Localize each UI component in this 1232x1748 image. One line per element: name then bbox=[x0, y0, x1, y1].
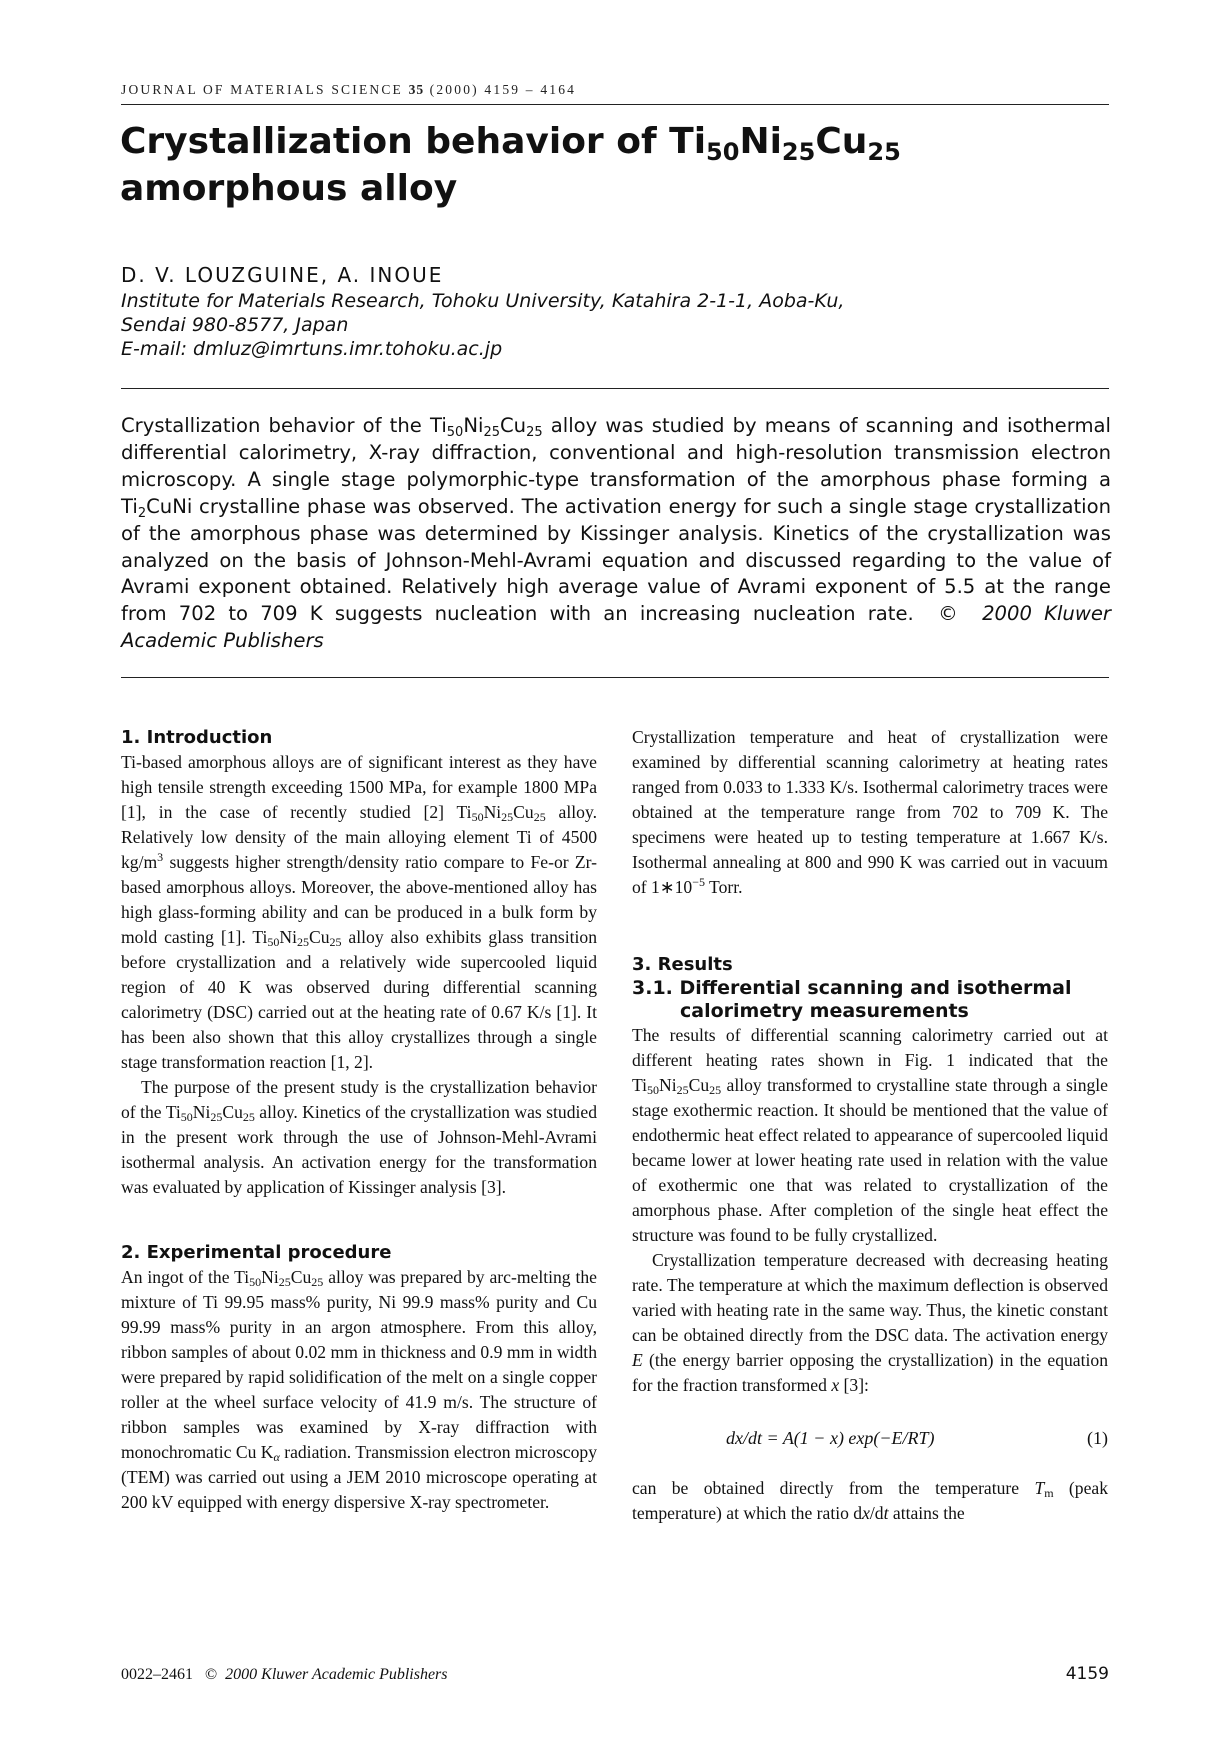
left-column bbox=[121, 725, 597, 1515]
abstract-top-rule bbox=[121, 388, 1109, 389]
copyright-symbol: © bbox=[938, 602, 958, 626]
abstract-bottom-rule bbox=[121, 677, 1109, 678]
section-heading-results: 3. Results bbox=[632, 954, 733, 975]
paper-title: Crystallization behavior of $Ti_{50}Ni_{25}Cu_{25}$ amorphous alloy bbox=[120, 121, 901, 209]
journal-header bbox=[121, 82, 576, 98]
copyright-symbol: © bbox=[205, 1666, 218, 1683]
paragraph: The results of differential scanning calorimetry carried out at different heating rates shown in Fig. 1 indicated that the $Ti_{50}Ni_{25}Cu_{25}$ alloy transformed to crystalline state through a single stage exothermic reaction. It should be mentioned that the value of endothermic heat effect related to appearance of supercooled liquid became lower at lower heating rate used in relation with the value of exothermic one that was related to crystallization of the amorphous phase. After completion of the single heat effect the structure was found to be fully crystallized. bbox=[632, 1025, 1108, 1245]
affiliation-line: Institute for Materials Research, Tohoku University, Katahira 2-1-1, Aoba-Ku, bbox=[121, 290, 845, 312]
page-number: 4159 bbox=[1065, 1664, 1109, 1684]
affiliation-line: Sendai 980-8577, Japan bbox=[121, 314, 349, 336]
abstract-publisher: 2000 Kluwer Academic Publishers bbox=[121, 602, 1111, 653]
abstract: Crystallization behavior of the $Ti_{50}Ni_{25}Cu_{25}$ alloy was studied by means of scanning and isothermal differential calorimetry, X-ray diffraction, conventional and high-resolution transmission electron microscopy. A single stage polymorphic-type transformation of the amorphous phase forming a $Ti_2CuNi$ crystalline phase was observed. The activation energy for such a single stage crystallization of the amorphous phase was determined by Kissinger analysis. Kinetics of the crystallization was analyzed on the basis of Johnson-Mehl-Avrami equation and discussed regarding to the value of Avrami exponent obtained. Relatively high average value of Avrami exponent of 5.5 at the range from 702 to 709 K suggests nucleation with an increasing nucleation rate. © 2000 Kluwer Academic Publishers bbox=[121, 414, 1111, 653]
equation-1 bbox=[632, 1414, 1108, 1462]
author-list: D. V. LOUZGUINE, A. INOUE bbox=[121, 263, 444, 287]
affiliation bbox=[121, 289, 844, 361]
right-column bbox=[632, 725, 1108, 1526]
journal-name: JOURNAL OF MATERIALS SCIENCE bbox=[121, 82, 403, 97]
equation-number: (1) bbox=[1087, 1428, 1108, 1448]
paragraph: Crystallization temperature and heat of crystallization were examined by differential scanning calorimetry at heating rates ranged from 0.033 to 1.333 K/s. Isothermal calorimetry traces were obtained at the temperature range from 702 to 709 K. The specimens were heated up to testing temperature at 1.667 K/s. Isothermal annealing at 800 and 990 K was carried out in vacuum of $1∗10^{-5}$ Torr. bbox=[632, 727, 1108, 897]
subsection-heading: 3.1. Differential scanning and isothermal calorimetry measurements bbox=[632, 977, 1072, 1022]
section-heading-experimental: 2. Experimental procedure bbox=[121, 1242, 392, 1263]
paragraph: An ingot of the $Ti_{50}Ni_{25}Cu_{25}$ alloy was prepared by arc-melting the mixture of Ti 99.95 mass% purity, Ni 99.9 mass% purity and Cu 99.99 mass% purity in an argon atmosphere. From this alloy, ribbon samples of about 0.02 mm in thickness and 0.9 mm in width were prepared by rapid solidification of the melt on a single copper roller at the wheel surface velocity of 41.9 m/s. The structure of ribbon samples was examined by X-ray diffraction with monochromatic Cu $K_\alpha$ radiation. Transmission electron microscopy (TEM) was carried out using a JEM 2010 microscope operating at 200 kV equipped with energy dispersive X-ray spectrometer. bbox=[121, 1267, 597, 1512]
footer-issn: 0022–2461 © 2000 Kluwer Academic Publishers bbox=[121, 1666, 448, 1683]
journal-volume: 35 bbox=[408, 82, 425, 97]
email-link[interactable]: E-mail: dmluz@imrtuns.imr.tohoku.ac.jp bbox=[121, 338, 503, 360]
journal-year-pages: (2000) 4159 – 4164 bbox=[429, 82, 577, 97]
paragraph: Crystallization temperature decreased with decreasing heating rate. The temperature at which the maximum deflection is observed varied with heating rate in the same way. Thus, the kinetic constant can be obtained directly from the DSC data. The activation energy E (the energy barrier opposing the crystallization) in the equation for the fraction transformed x [3]: bbox=[632, 1250, 1108, 1395]
header-rule bbox=[121, 104, 1109, 105]
section-heading-introduction: 1. Introduction bbox=[121, 727, 273, 748]
paragraph: The purpose of the present study is the crystallization behavior of the $Ti_{50}Ni_{25}Cu_{25}$ alloy. Kinetics of the crystallization was studied in the present work through the use of Johnson-Mehl-Avrami isothermal analysis. An activation energy for the transformation was evaluated by application of Kissinger analysis [3]. bbox=[121, 1077, 597, 1197]
equation-body: dx/dt = A(1 − x) exp(−E/RT) bbox=[726, 1428, 935, 1448]
paragraph: Ti-based amorphous alloys are of significant interest as they have high tensile strength exceeding 1500 MPa, for example 1800 MPa [1], in the case of recently studied [2] $Ti_{50}Ni_{25}Cu_{25}$ alloy. Relatively low density of the main alloying element Ti of 4500 $kg/m^3$ suggests higher strength/density ratio compare to Fe-or Zr-based amorphous alloys. Moreover, the above-mentioned alloy has high glass-forming ability and can be produced in a bulk form by mold casting [1]. $Ti_{50}Ni_{25}Cu_{25}$ alloy also exhibits glass transition before crystallization and a relatively wide supercooled liquid region of 40 K was observed during differential scanning calorimetry (DSC) carried out at the heating rate of 0.67 K/s [1]. It has been also shown that this alloy crystallizes through a single stage transformation reaction [1, 2]. bbox=[121, 752, 597, 1072]
paragraph: can be obtained directly from the temperature $T_m$ (peak temperature) at which the ratio dx/dt attains the bbox=[632, 1478, 1108, 1523]
